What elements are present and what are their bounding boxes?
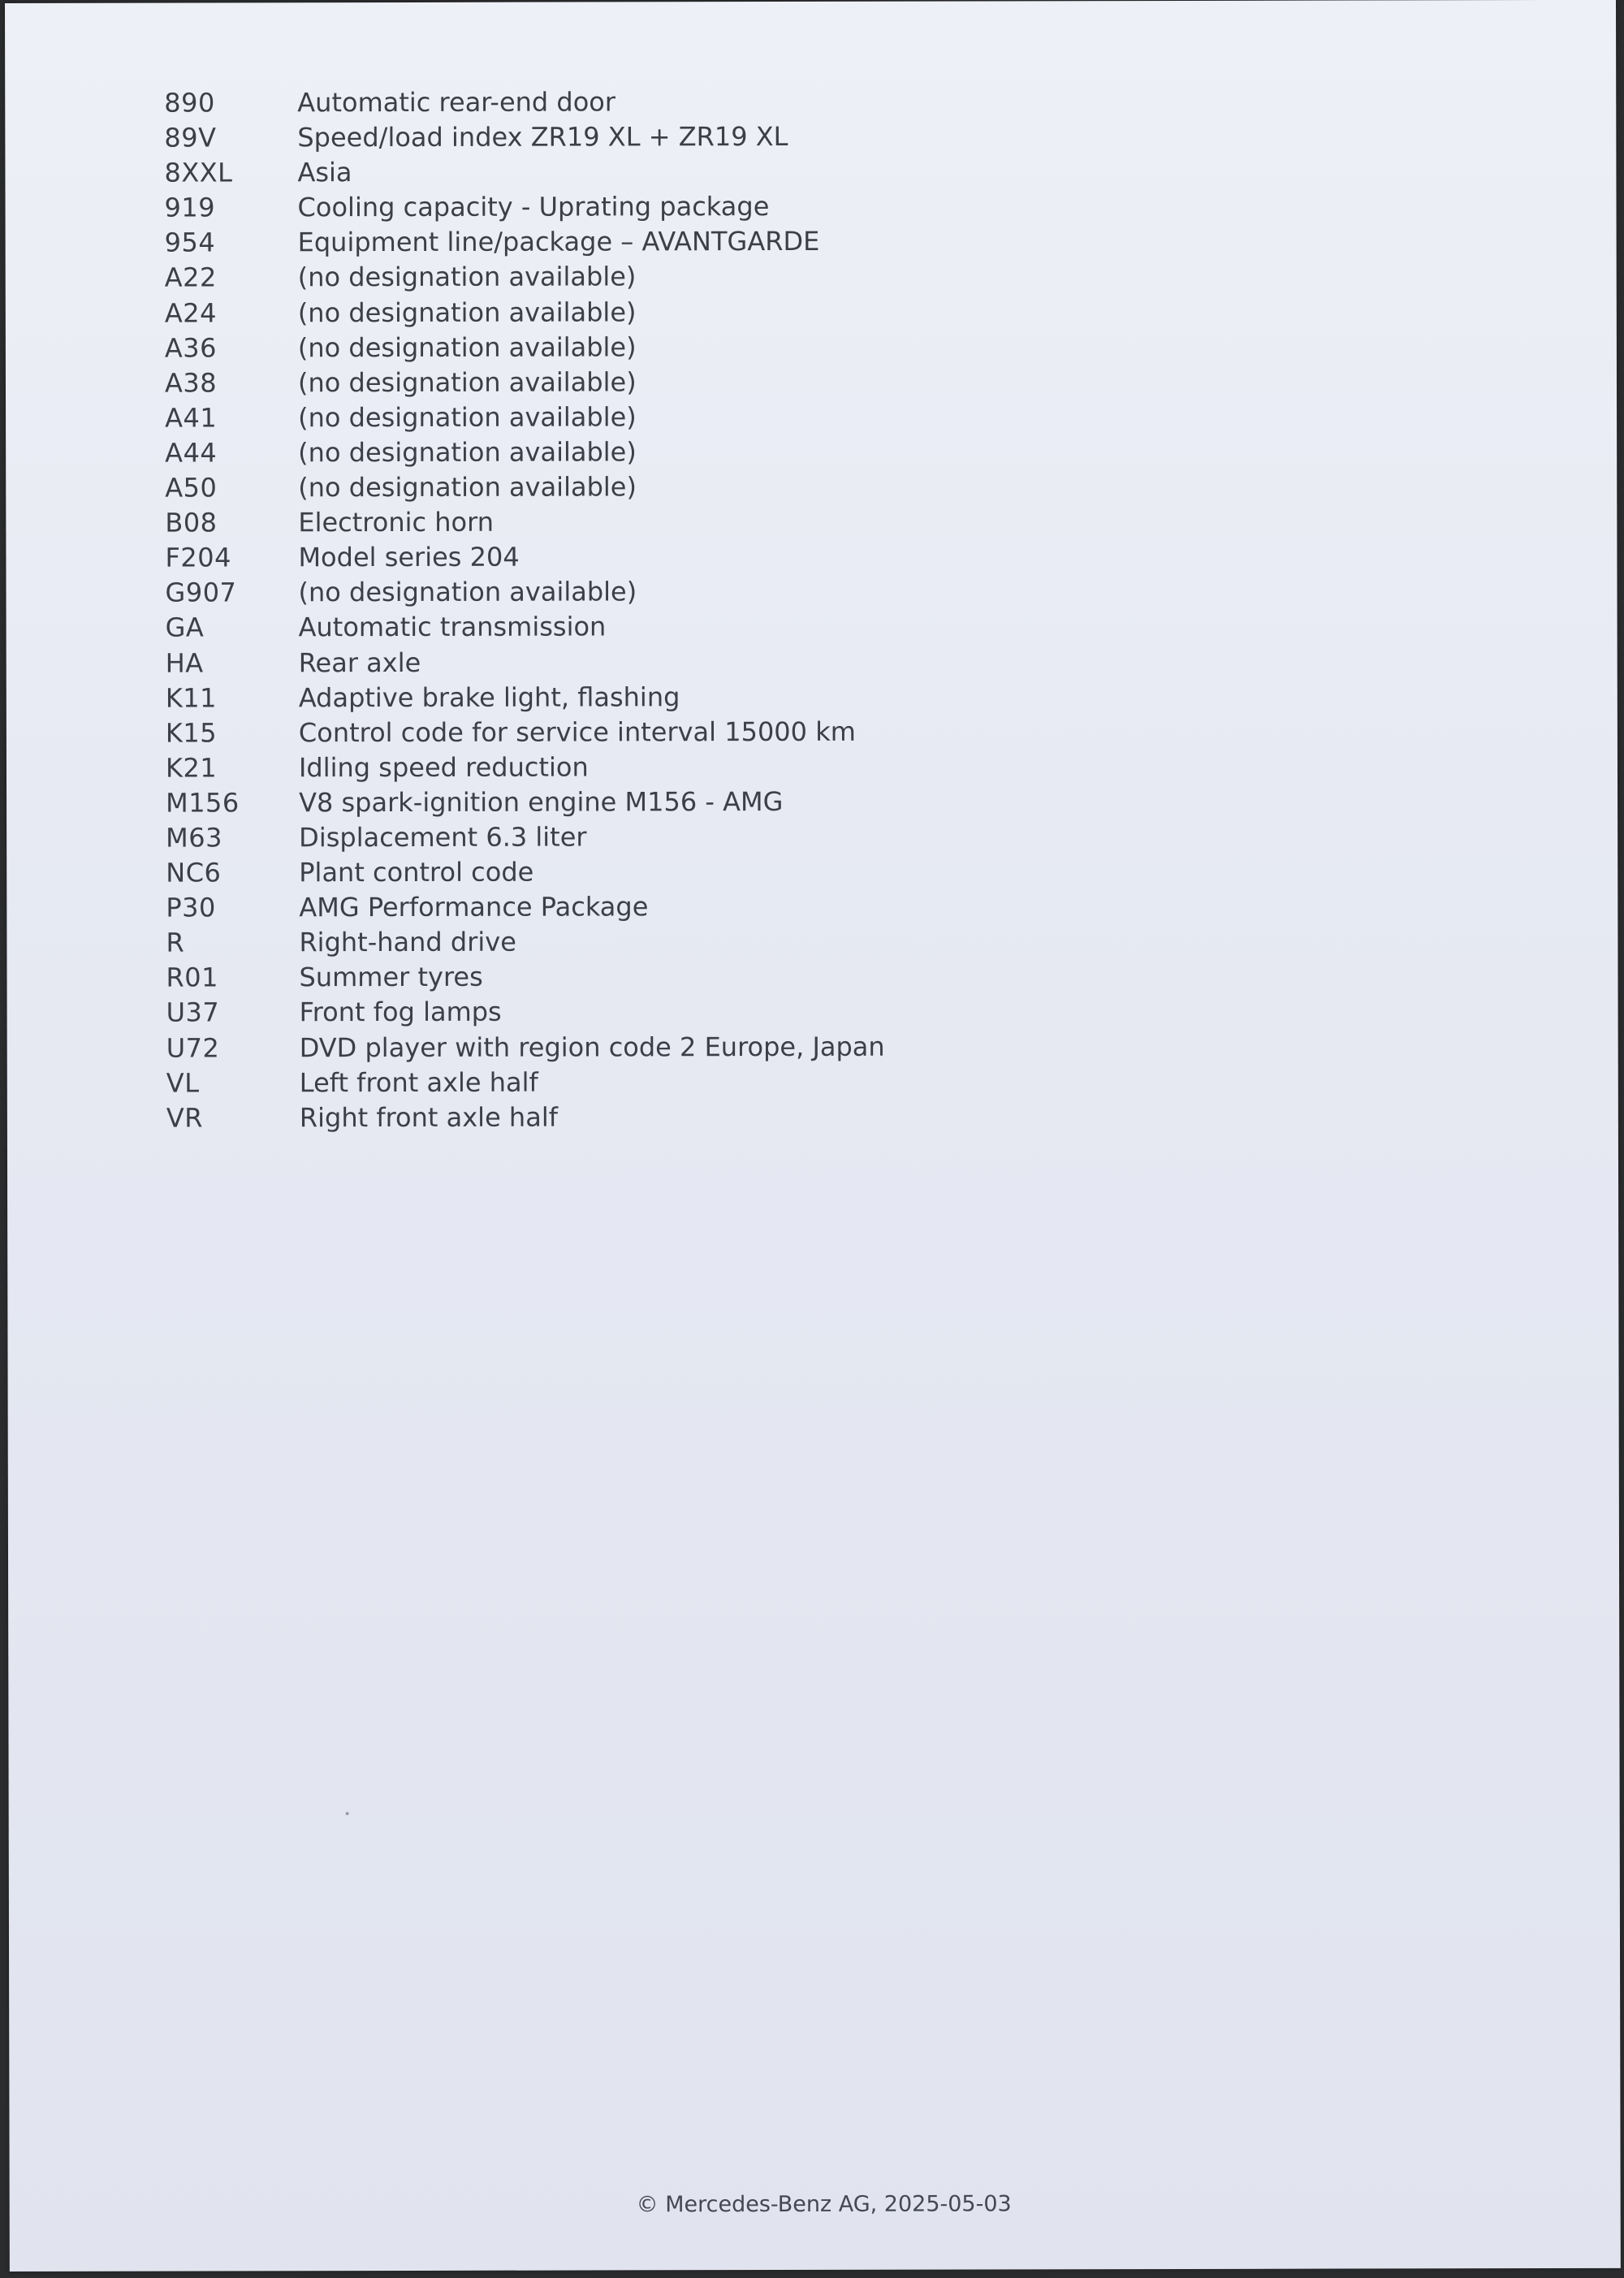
equipment-description: Summer tyres (299, 962, 483, 993)
code-row (165, 469, 1139, 506)
code-row (165, 364, 1139, 401)
equipment-description: (no designation available) (297, 296, 637, 328)
equipment-description: Right front axle half (299, 1101, 558, 1133)
equipment-description: (no designation available) (298, 401, 637, 434)
equipment-description: (no designation available) (297, 261, 637, 293)
code-row (165, 399, 1139, 436)
equipment-description: (no designation available) (297, 331, 637, 363)
equipment-code: R01 (166, 962, 219, 993)
code-row (165, 259, 1139, 296)
code-row (165, 329, 1139, 366)
code-row (165, 223, 1139, 261)
code-row (164, 119, 1138, 156)
code-row (166, 994, 1141, 1031)
code-row (165, 434, 1139, 471)
equipment-description: DVD player with region code 2 Europe, Japan (299, 1031, 885, 1063)
equipment-description: Right-hand drive (299, 926, 516, 958)
code-row (164, 84, 1138, 121)
equipment-description: Speed/load index ZR19 XL + ZR19 XL (297, 121, 788, 153)
equipment-code: 890 (164, 87, 215, 119)
equipment-description: Asia (297, 157, 352, 188)
code-row (166, 1064, 1141, 1101)
equipment-description: Electronic horn (298, 506, 495, 538)
document-page (5, 0, 1621, 2272)
equipment-description: (no designation available) (298, 436, 637, 469)
equipment-code: K15 (165, 717, 218, 749)
equipment-code: NC6 (166, 857, 222, 888)
equipment-code: A38 (164, 367, 218, 399)
code-row (165, 573, 1139, 611)
equipment-description: (no designation available) (298, 576, 637, 608)
code-row (166, 749, 1140, 786)
equipment-code: VL (166, 1067, 200, 1099)
equipment-code: GA (165, 612, 205, 643)
equipment-code: B08 (165, 507, 218, 538)
equipment-code: A22 (164, 262, 217, 294)
code-row (166, 1029, 1141, 1066)
equipment-code: A44 (165, 437, 218, 469)
equipment-code: VR (166, 1102, 204, 1134)
equipment-description: (no designation available) (298, 471, 637, 504)
equipment-description: Model series 204 (298, 541, 520, 573)
equipment-description: Equipment line/package – AVANTGARDE (297, 226, 820, 258)
equipment-description: AMG Performance Package (299, 891, 649, 923)
paper-speck (346, 1812, 349, 1815)
equipment-description: Rear axle (298, 646, 421, 678)
code-row (165, 294, 1139, 331)
code-row (166, 644, 1140, 681)
equipment-code: A36 (164, 332, 218, 364)
equipment-code: R (166, 927, 185, 958)
equipment-code: F204 (165, 542, 231, 573)
equipment-code: A50 (165, 472, 218, 504)
equipment-code: 8XXL (164, 157, 233, 188)
equipment-code: HA (165, 646, 204, 679)
equipment-code: A24 (164, 297, 217, 329)
code-row (166, 1099, 1141, 1136)
code-row (166, 819, 1140, 856)
equipment-code: U72 (166, 1031, 220, 1064)
equipment-description: Displacement 6.3 liter (299, 821, 587, 854)
equipment-code: K11 (165, 682, 218, 714)
equipment-description: Idling speed reduction (298, 751, 589, 784)
equipment-code: G907 (165, 577, 237, 608)
equipment-code: 954 (164, 227, 216, 258)
code-row (166, 854, 1140, 891)
code-row (166, 714, 1140, 751)
code-row (166, 958, 1140, 996)
equipment-code: 89V (164, 122, 217, 153)
equipment-code: 919 (164, 192, 216, 223)
equipment-code: K21 (165, 752, 218, 784)
equipment-code: M63 (166, 822, 223, 854)
equipment-description: V8 spark-ignition engine M156 - AMG (299, 785, 784, 819)
code-row (166, 888, 1140, 926)
equipment-description: Plant control code (299, 856, 534, 888)
code-row (165, 538, 1139, 576)
code-row (165, 504, 1139, 541)
equipment-description: Left front axle half (299, 1066, 538, 1098)
code-row (166, 608, 1140, 646)
code-row (164, 188, 1138, 226)
code-row (166, 923, 1140, 961)
equipment-description: Front fog lamps (299, 996, 502, 1028)
equipment-description: Automatic rear-end door (297, 86, 616, 119)
equipment-description: Cooling capacity - Uprating package (297, 191, 770, 223)
equipment-code: P30 (166, 892, 216, 923)
copyright-footer: © Mercedes-Benz AG, 2025-05-03 (636, 2191, 1012, 2218)
code-row (164, 153, 1138, 191)
equipment-description: (no designation available) (297, 366, 637, 398)
equipment-code: A41 (165, 402, 218, 434)
equipment-description: Adaptive brake light, flashing (298, 681, 680, 713)
equipment-code: U37 (166, 996, 220, 1029)
code-row (166, 679, 1140, 716)
equipment-description: Control code for service interval 15000 km (298, 715, 856, 748)
equipment-description: Automatic transmission (298, 611, 607, 643)
code-row (166, 784, 1140, 821)
equipment-code: M156 (166, 787, 240, 819)
equipment-code-list (164, 84, 1141, 1135)
